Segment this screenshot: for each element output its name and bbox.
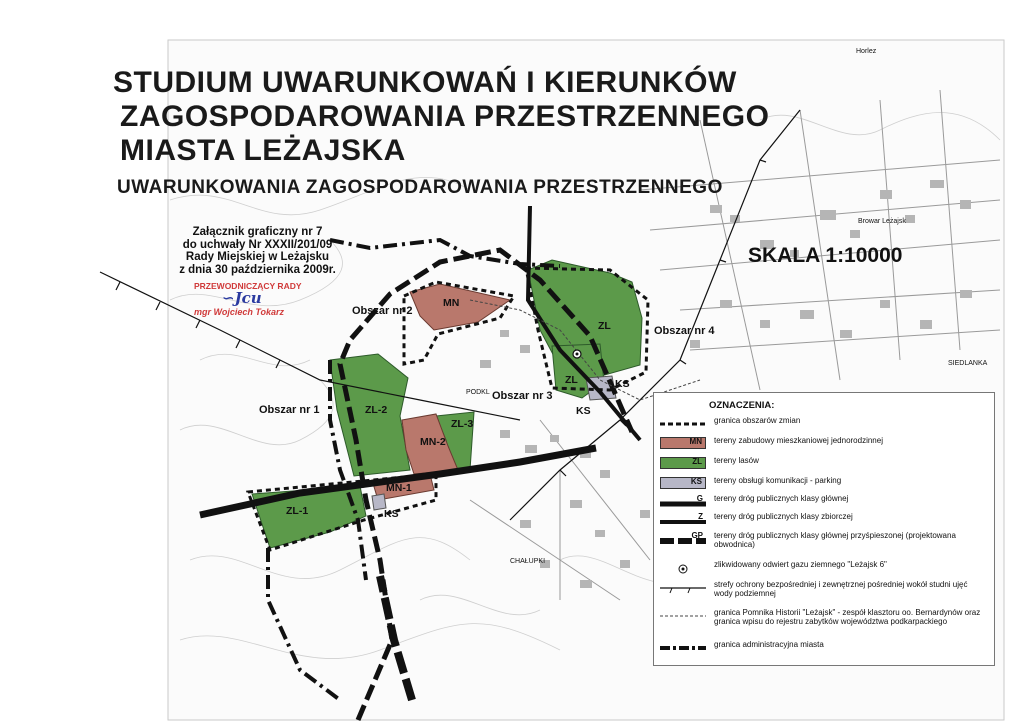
legend-label: tereny obsługi komunikacji - parking [714, 476, 842, 485]
zone-label-ks-top: KS [615, 378, 630, 390]
legend-item [660, 530, 990, 552]
legend-label: tereny dróg publicznych klasy zbiorczej [714, 512, 853, 521]
place-browar: Browar Leżajsk [858, 218, 906, 225]
legend-swatch-g [660, 495, 706, 507]
attachment-line-1: Załącznik graficzny nr 7 [192, 226, 323, 238]
legend-label: tereny dróg publicznych klasy głównej przyśpieszonej (projektowana obwodnica) [714, 531, 956, 549]
zone-label-zl1: ZL-1 [286, 505, 309, 517]
legend-item [660, 559, 990, 577]
legend-code: G [696, 494, 703, 503]
legend-panel [653, 392, 995, 666]
legend-item [660, 493, 990, 511]
legend-heading: OZNACZENIA: [709, 400, 775, 411]
legend-swatch-ks [660, 477, 706, 489]
legend-label: tereny lasów [714, 456, 759, 465]
title-line-3: MIASTA LEŻAJSKA [120, 134, 406, 167]
attachment-line-3: Rady Miejskiej w Leżajsku [185, 251, 330, 264]
legend-code: Z [698, 512, 703, 521]
legend-code: ZL [692, 457, 702, 466]
title-line-1: STUDIUM UWARUNKOWAŃ I KIERUNKÓW [113, 66, 737, 99]
legend-label: tereny zabudowy mieszkaniowej jednorodzinnej [714, 436, 883, 445]
place-podkl: PODKL [466, 389, 490, 396]
legend-item [660, 607, 990, 629]
legend-swatch-gp [660, 532, 706, 544]
legend-code: GP [691, 531, 703, 540]
legend-swatch-protection [660, 581, 706, 593]
legend-label: strefy ochrony bezpośredniej i zewnętrznej pośredniej wokół studni ujęć wody podziemnej [714, 580, 968, 598]
legend-swatch-z [660, 513, 706, 525]
place-horlez: Horlez [856, 48, 877, 55]
legend-swatch-admin [660, 641, 706, 653]
legend-label: zlikwidowany odwiert gazu ziemnego "Leżajsk 6" [714, 560, 887, 569]
label-area-3: Obszar nr 3 [492, 390, 553, 402]
legend-item [660, 639, 990, 657]
place-chalupki: CHAŁUPKI [510, 558, 546, 565]
zone-label-mn1: MN-1 [386, 482, 412, 494]
legend-item [660, 511, 990, 529]
attachment-line-2: do uchwały Nr XXXII/201/09 [182, 238, 333, 251]
stamp-name: mgr Wojciech Tokarz [194, 307, 285, 317]
zone-label-zl-top: ZL [598, 320, 611, 332]
zone-label-zl3: ZL-3 [451, 418, 474, 430]
label-area-4: Obszar nr 4 [654, 325, 715, 337]
zone-label-ks-bottom: KS [384, 508, 399, 520]
place-siedlanka: SIEDLANKA [948, 360, 988, 367]
legend-item [660, 579, 990, 601]
stamp-role: PRZEWODNICZĄCY RADY [194, 281, 302, 291]
label-area-1: Obszar nr 1 [259, 404, 320, 416]
legend-item [660, 475, 990, 493]
title-line-2: ZAGOSPODAROWANIA PRZESTRZENNEGO [120, 100, 770, 133]
legend-item [660, 415, 990, 433]
attachment-line-4: z dnia 30 października 2009r. [179, 263, 336, 276]
label-area-2: Obszar nr 2 [352, 305, 413, 317]
legend-label: tereny dróg publicznych klasy głównej [714, 494, 849, 503]
legend-swatch-change-boundary [660, 417, 706, 429]
zone-label-ks-mid: KS [576, 405, 591, 417]
legend-swatch-mn [660, 437, 706, 449]
signature: ∽Jcu [222, 289, 262, 307]
zone-label-zl2: ZL-2 [365, 404, 388, 416]
legend-label: granica obszarów zmian [714, 416, 801, 425]
zone-label-mn2: MN-2 [420, 436, 446, 448]
legend-swatch-zl [660, 457, 706, 469]
legend-item [660, 435, 990, 453]
legend-label: granica Pomnika Historii "Leżajsk" - zespół klasztoru oo. Bernardynów oraz granica wpisu do rejestru zabytków województwa podkarpackiego [714, 608, 981, 626]
legend-label: granica administracyjna miasta [714, 640, 824, 649]
attachment-note [170, 226, 345, 276]
scale-label: SKALA 1:10000 [748, 244, 903, 267]
legend-swatch-gas-well [660, 561, 706, 573]
council-stamp [194, 280, 302, 318]
zone-label-zl-mid: ZL [565, 374, 578, 386]
subtitle: UWARUNKOWANIA ZAGOSPODAROWANIA PRZESTRZENNEGO [117, 177, 723, 198]
legend-item [660, 455, 990, 473]
legend-code: MN [689, 437, 702, 446]
legend-swatch-monument [660, 609, 706, 621]
legend-code: KS [690, 477, 702, 486]
zone-label-mn: MN [443, 297, 460, 309]
